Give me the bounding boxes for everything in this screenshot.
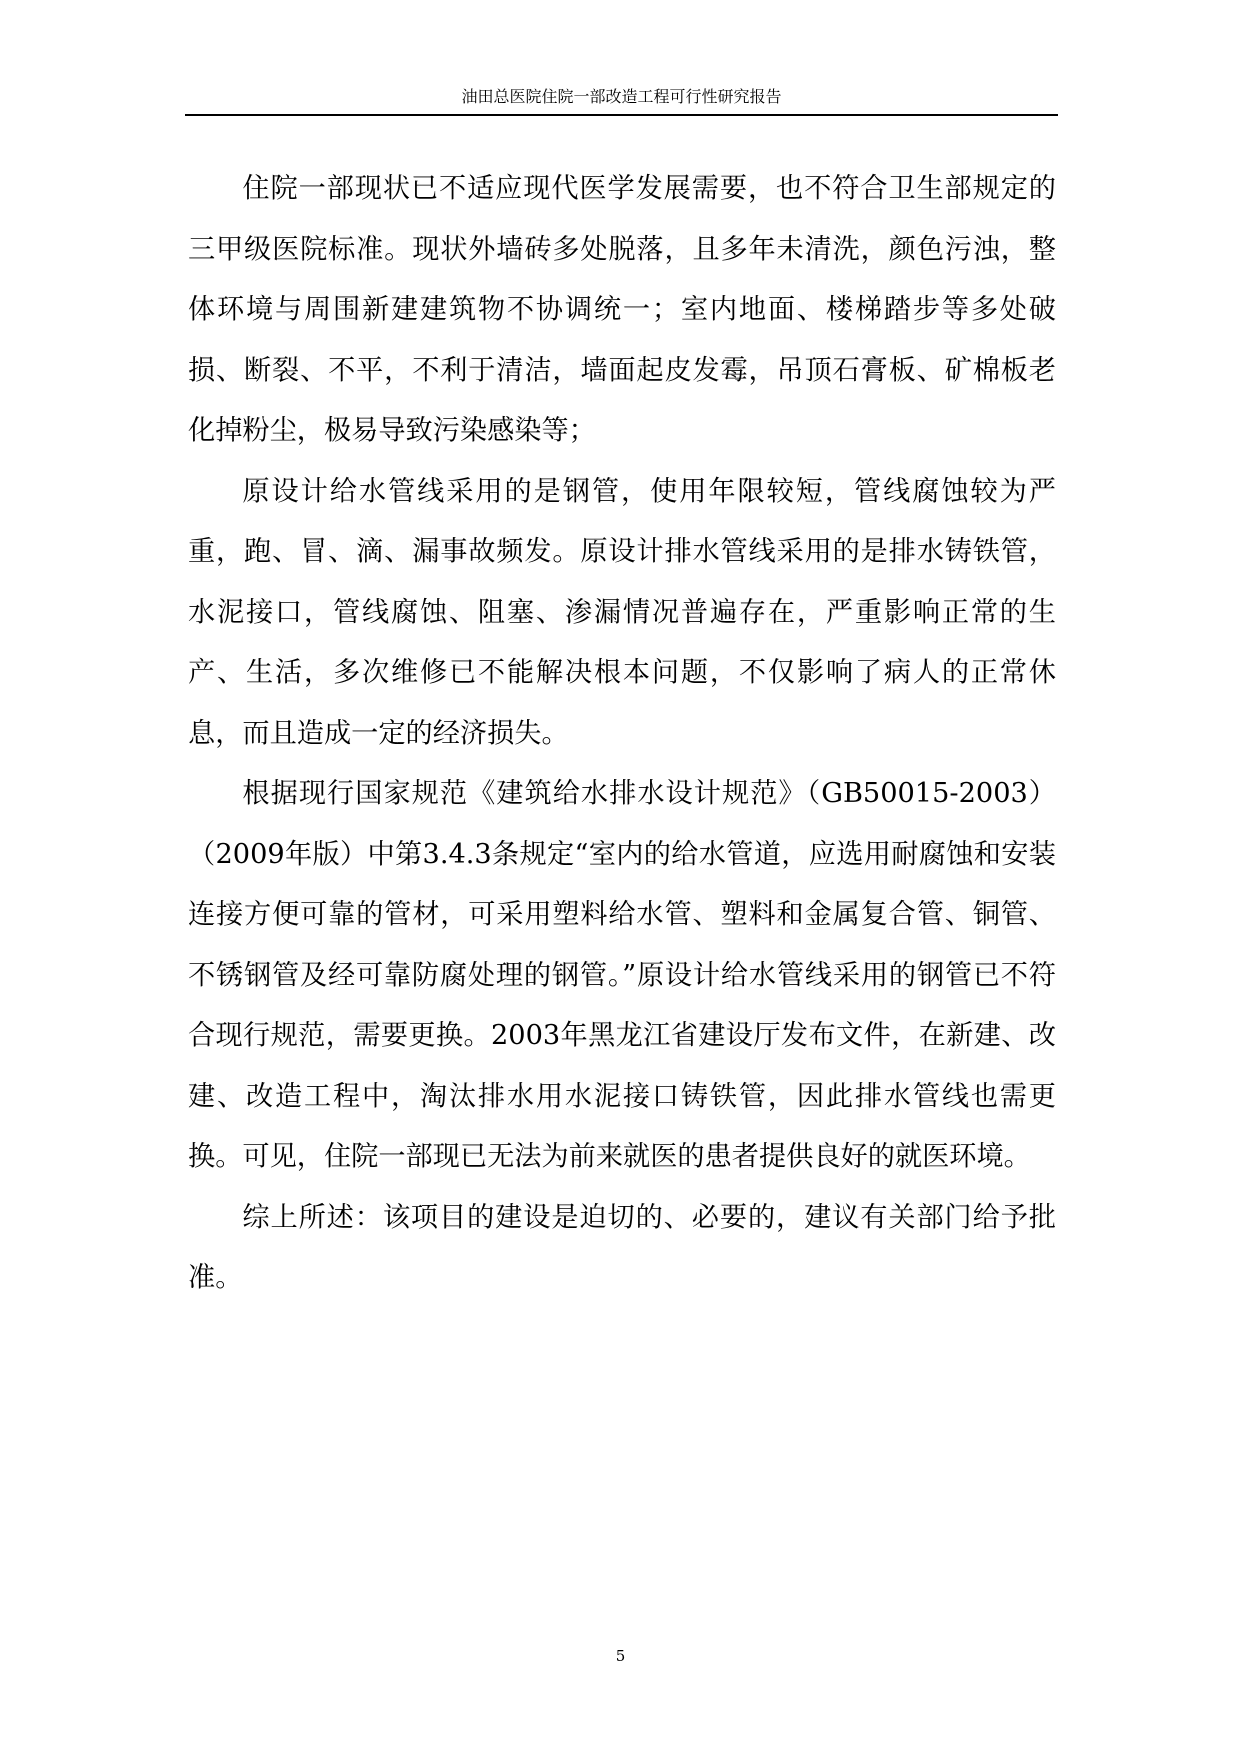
paragraph-building-condition: 住院一部现状已不适应现代医学发展需要，也不符合卫生部规定的三甲级医院标准。现状外墙砖多处脱落，且多年未清洗，颜色污浊，整体环境与周围新建建筑物不协调统一；室内地面、楼梯踏步等多处破损、断裂、不平，不利于清洁，墙面起皮发霉，吊顶石膏板、矿棉板老化掉粉尘，极易导致污染感染等； xyxy=(188,173,1056,446)
running-header-title: 油田总医院住院一部改造工程可行性研究报告 xyxy=(461,87,782,106)
paragraph-code-requirements: 根据现行国家规范《建筑给水排水设计规范》（GB50015-2003）（2009年版）中第3.4.3条规定“室内的给水管道，应选用耐腐蚀和安装连接方便可靠的管材，可采用塑料给水管、塑料和金属复合管、铜管、不锈钢管及经可靠防腐处理的钢管。”原设计给水管线采用的钢管已不符合现行规范，需要更换。2003年黑龙江省建设厅发布文件，在新建、改建、改造工程中，淘汰排水用水泥接口铸铁管，因此排水管线也需更换。可见，住院一部现已无法为前来就医的患者提供良好的就医环境。 xyxy=(188,778,1056,1172)
paragraph-conclusion: 综上所述：该项目的建设是迫切的、必要的，建议有关部门给予批准。 xyxy=(188,1201,1056,1293)
page-number: 5 xyxy=(615,1647,626,1665)
paragraph-pipeline-condition: 原设计给水管线采用的是钢管，使用年限较短，管线腐蚀较为严重，跑、冒、滴、漏事故频发。原设计排水管线采用的是排水铸铁管，水泥接口，管线腐蚀、阻塞、渗漏情况普遍存在，严重影响正常的生产、生活，多次维修已不能解决根本问题，不仅影响了病人的正常休息，而且造成一定的经济损失。 xyxy=(188,475,1056,749)
header-divider xyxy=(185,114,1058,116)
document-body xyxy=(188,159,1056,1309)
